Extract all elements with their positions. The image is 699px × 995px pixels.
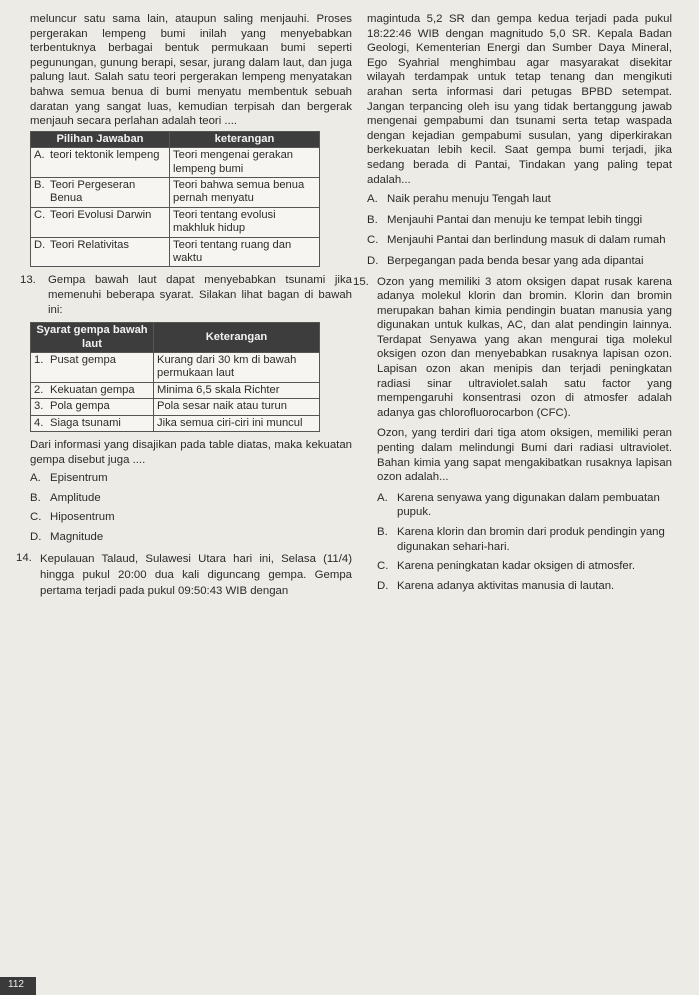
option-text: Episentrum <box>50 472 108 485</box>
table-header: Keterangan <box>154 323 320 353</box>
answer-options <box>377 491 672 594</box>
answer-option[interactable] <box>367 213 672 228</box>
option-desc: Teori bahwa semua benua pernah menyatu <box>170 177 320 207</box>
option-text: Menjauhi Pantai dan berlindung masuk di dalam rumah <box>387 234 666 247</box>
option-letter: B. <box>377 526 388 538</box>
tsunami-table <box>30 322 320 432</box>
question-text-2: Ozon, yang terdiri dari tiga atom oksigen, memiliki peran penting dalam melindungi Bumi dari radiasi ultraviolet. Bahan kimia yang sapat mengakibatkan rusaknya lapisan ozon adalah... <box>377 427 672 484</box>
question-13 <box>20 273 352 317</box>
answer-table <box>30 131 320 268</box>
table-row <box>31 148 320 178</box>
question-text-after: Dari informasi yang disajikan pada table diatas, maka kekuatan gempa disebut juga .... <box>30 439 352 466</box>
option-desc: Teori tentang ruang dan waktu <box>170 237 320 267</box>
question-text: Gempa bawah laut dapat menyebabkan tsunami jika memenuhi beberapa syarat. Silakan lihat bagan di bawah ini: <box>48 274 352 316</box>
table-header: Pilihan Jawaban <box>31 131 170 147</box>
option-text: Magnitude <box>50 531 104 543</box>
question-text: Kepulauan Talaud, Sulawesi Utara hari ini, Selasa (11/4) hingga pukul 20:00 dua kali diguncang gempa. Gempa pertama terjadi pada pukul 09:50:43 WIB dengan <box>40 552 352 597</box>
answer-options <box>30 471 352 544</box>
answer-option[interactable] <box>377 525 672 554</box>
row-condition: Pola gempa <box>50 400 110 413</box>
answer-option[interactable] <box>30 491 352 506</box>
row-number: 2. <box>34 383 44 396</box>
row-condition: Siaga tsunami <box>50 416 121 429</box>
question-15 <box>353 275 672 485</box>
table-row <box>31 207 320 237</box>
option-letter: C. <box>377 560 389 573</box>
option-letter: D. <box>34 238 46 251</box>
continuation-paragraph: magintuda 5,2 SR dan gempa kedua terjadi pada pukul 18:22:46 WIB dengan magnitudo 5,0 SR. Kepala Badan Geologi, Kementerian Energi dan Sumber Daya Mineral, Ego Syahrial menghimbau agar masyarakat disekitar wilayah terdampak untuk tetap tenang dan mengikuti arahan serta informasi dari petugas BPBD setempat. Jangan terpancing oleh isu yang tidak bertanggung jawab mengenai gempabumi dan tsunami serta tetap waspada dengan kejadian gempabumi susulan, yang diperkirakan berkekuatan lebih kecil. Saat gempa bumi terjadi, jika sedang berada di Pantai, Tindakan yang paling tepat adalah... <box>367 13 672 186</box>
answer-option[interactable] <box>367 254 672 269</box>
option-text: Hiposentrum <box>50 511 115 524</box>
answer-option[interactable] <box>30 471 352 486</box>
question-14 <box>16 551 352 599</box>
option-letter: C. <box>367 234 379 247</box>
answer-option[interactable] <box>367 192 672 207</box>
answer-option[interactable] <box>377 491 672 520</box>
table-row <box>31 353 320 383</box>
option-desc: Teori tentang evolusi makhluk hidup <box>170 207 320 237</box>
option-letter: A. <box>367 193 378 206</box>
option-text: Teori Evolusi Darwin <box>50 208 152 221</box>
option-letter: B. <box>367 213 378 226</box>
row-desc: Pola sesar naik atau turun <box>154 399 320 415</box>
table-row <box>31 237 320 267</box>
question-text: Ozon yang memiliki 3 atom oksigen dapat rusak karena adanya molekul klorin dan bromin. Klorin dan bromin merupakan bahan kimia pendingin buatan manusia yang digunakan untuk kulkas, AC, dan alat pendingin lainnya. Terdapat Senyawa yang akan mengurai tiga molekul oksigen ozon dan menyebabkan rusaknya lapisan ozon. Lapisan ozon akan menipis dan terjadi peningkatan radiasi sinar ultraviolet.salah satu factor yang mempengaruhi konsentrasi ozon di atmosfer adalah adanya gas chlorofluorocarbon (CFC). <box>377 275 672 419</box>
left-column <box>16 12 352 599</box>
option-text: Amplitude <box>50 491 101 504</box>
answer-options <box>367 192 672 268</box>
option-letter: D. <box>30 531 42 543</box>
table-row <box>31 399 320 415</box>
row-condition: Kekuatan gempa <box>50 383 135 396</box>
table-row <box>31 415 320 431</box>
row-desc: Kurang dari 30 km di bawah permukaan laut <box>154 353 320 383</box>
option-desc: Teori mengenai gerakan lempeng bumi <box>170 148 320 178</box>
row-number: 4. <box>34 416 44 429</box>
answer-option[interactable] <box>377 579 672 594</box>
option-text: Teori Relativitas <box>50 238 129 251</box>
page-number: 112 <box>0 977 36 995</box>
row-desc: Minima 6,5 skala Richter <box>154 382 320 398</box>
row-number: 1. <box>34 354 44 366</box>
option-letter: A. <box>30 472 41 485</box>
option-letter: B. <box>34 178 45 191</box>
table-row <box>31 382 320 398</box>
option-letter: D. <box>377 579 389 592</box>
option-letter: C. <box>34 208 46 221</box>
option-text: Teori Pergeseran Benua <box>50 178 136 205</box>
option-letter: A. <box>34 149 45 162</box>
option-text: Karena klorin dan bromin dari produk pendingin yang digunakan sehari-hari. <box>397 526 665 553</box>
option-text: Naik perahu menuju Tengah laut <box>387 193 551 206</box>
row-desc: Jika semua ciri-ciri ini muncul <box>154 415 320 431</box>
row-condition: Pusat gempa <box>50 354 116 366</box>
table-row <box>31 177 320 207</box>
option-letter: C. <box>30 511 42 524</box>
question-number: 13. <box>20 274 36 287</box>
table-header: keterangan <box>170 131 320 147</box>
intro-paragraph: meluncur satu sama lain, ataupun saling menjauhi. Proses pergerakan lempeng bumi inilah yang menyebabkan terbentuknya berbagai bentuk permukaan bumi seperti pegunungan, gunung berapi, sesar, jurang dalam laut, dan juga palung laut. Salah satu teori pergerakan lempeng menyatakan bahwa semua benua di bumi menyatu membentuk sebuah daratan yang sangat luas, kemudian terpisah dan bergerak menjauh secara perlahan adalah teori .... <box>30 13 352 128</box>
answer-option[interactable] <box>30 510 352 525</box>
right-column <box>353 12 672 598</box>
question-number: 15. <box>353 275 369 288</box>
answer-option[interactable] <box>30 530 352 545</box>
answer-option[interactable] <box>377 559 672 574</box>
answer-option[interactable] <box>367 233 672 248</box>
option-letter: A. <box>377 491 388 504</box>
option-text: Karena peningkatan kadar oksigen di atmosfer. <box>397 560 636 573</box>
option-text: Karena senyawa yang digunakan dalam pembuatan pupuk. <box>397 491 660 519</box>
question-number: 14. <box>16 551 32 564</box>
option-letter: D. <box>367 254 379 267</box>
option-text: Karena adanya aktivitas manusia di lautan. <box>397 579 615 592</box>
table-header: Syarat gempa bawah laut <box>31 323 154 353</box>
option-letter: B. <box>30 491 41 504</box>
option-text: Berpegangan pada benda besar yang ada dipantai <box>387 254 644 267</box>
option-text: Menjauhi Pantai dan menuju ke tempat lebih tinggi <box>387 213 643 226</box>
option-text: teori tektonik lempeng <box>50 149 160 162</box>
row-number: 3. <box>34 400 44 413</box>
